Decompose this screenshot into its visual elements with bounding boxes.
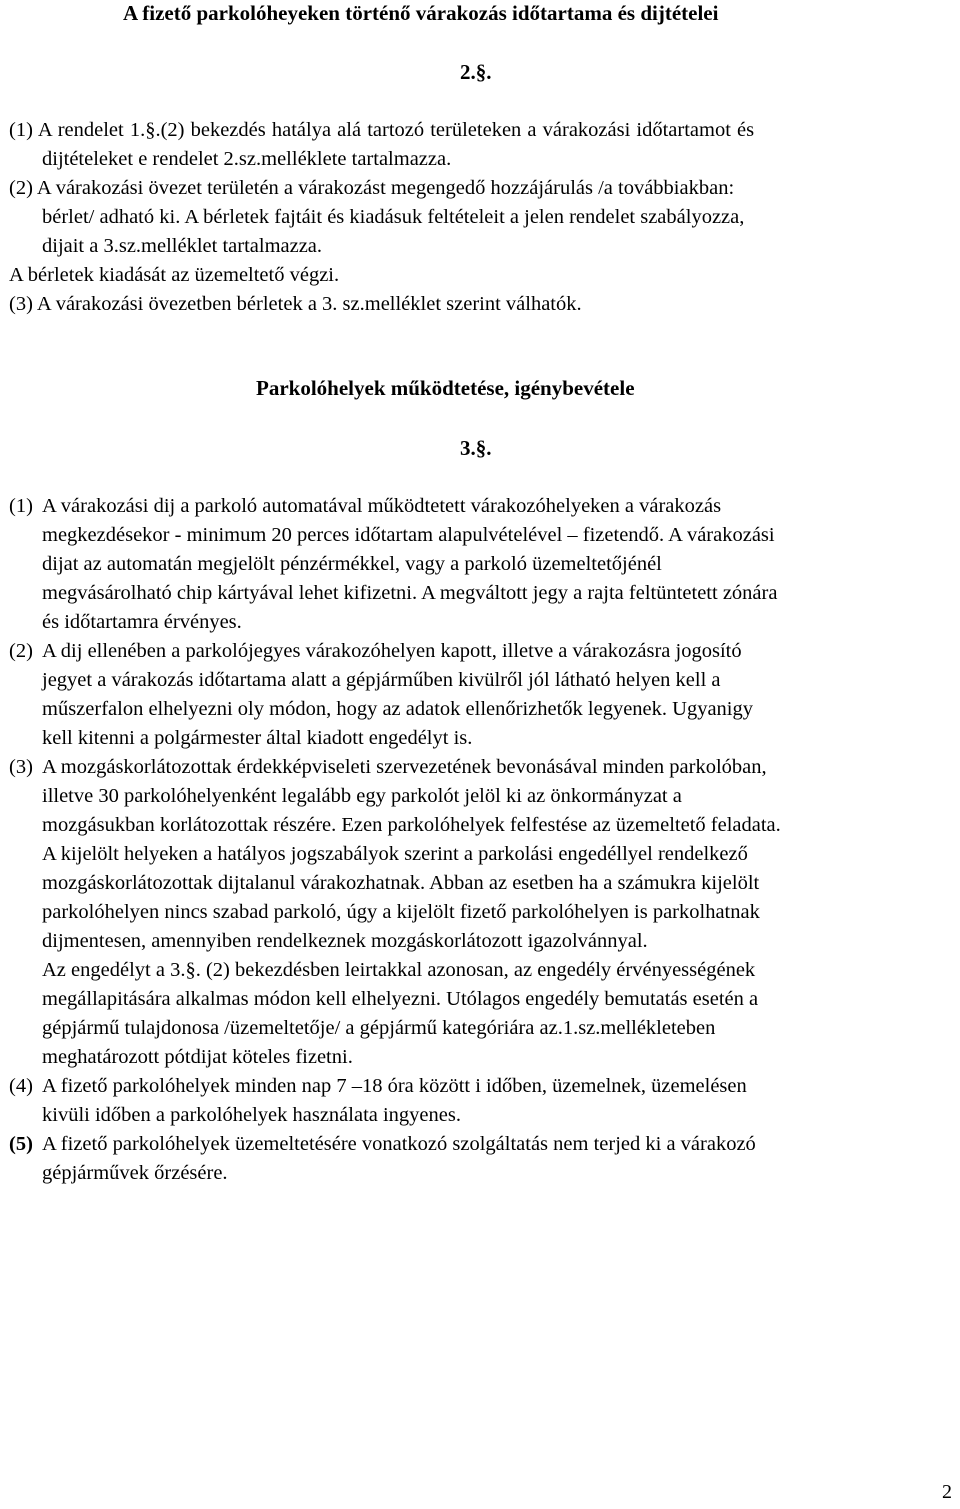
item-1-line-2: megkezdésekor - minimum 20 perces időtartam alapulvételével – fizetendő. A várakozási xyxy=(42,524,775,546)
item-4-line-1: A fizető parkolóhelyek minden nap 7 –18 óra között i időben, üzemelnek, üzemelésen xyxy=(42,1075,747,1097)
item-3-line-10: gépjármű tulajdonosa /üzemeltetője/ a gépjármű kategóriára az.1.sz.mellékleteben xyxy=(42,1017,716,1039)
item-3-line-2: illetve 30 parkolóhelyenként legalább egy parkolót jelöl ki az önkormányzat a xyxy=(42,785,682,807)
item-1-line-5: és időtartamra érvényes. xyxy=(42,611,242,633)
item-3-line-5: mozgáskorlátozottak dijtalanul várakozhatnak. Abban az esetben ha a számukra kijelölt xyxy=(42,872,760,894)
item-5-line-1: A fizető parkolóhelyek üzemeltetésére vonatkozó szolgáltatás nem terjed ki a várakozó xyxy=(42,1133,756,1155)
page-number: 2 xyxy=(942,1481,952,1503)
item-3-line-3: mozgásukban korlátozottak részére. Ezen parkolóhelyek felfestése az üzemeltető feladata. xyxy=(42,814,781,836)
item-4-number: (4) xyxy=(9,1075,33,1097)
section3-number: 3.§. xyxy=(460,436,492,460)
item-3-line-8: Az engedélyt a 3.§. (2) bekezdésben leirtakkal azonosan, az engedély érvényességének xyxy=(42,959,756,981)
item-1-number: (1) xyxy=(9,495,33,517)
section2-line-5: dijait a 3.sz.melléklet tartalmazza. xyxy=(42,235,323,257)
section2-line-4: bérlet/ adható ki. A bérletek fajtáit és kiadásuk feltételeit a jelen rendelet szabályozza, xyxy=(42,206,745,228)
item-3-line-1: A mozgáskorlátozottak érdekképviseleti szervezetének bevonásával minden parkolóban, xyxy=(42,756,767,778)
item-2-line-3: műszerfalon elhelyezni oly módon, hogy az adatok ellenőrizhetők legyenek. Ugyanigy xyxy=(42,698,754,720)
item-4-line-2: kivüli időben a parkolóhelyek használata ingyenes. xyxy=(42,1104,461,1126)
item-1-line-3: dijat az automatán megjelölt pénzérmékkel, vagy a parkoló üzemeltetőjénél xyxy=(42,553,662,575)
section2-line-6: A bérletek kiadását az üzemeltető végzi. xyxy=(9,264,340,286)
item-1-line-4: megvásárolható chip kártyával lehet kifizetni. A megváltott jegy a rajta feltüntetett zónára xyxy=(42,582,778,604)
item-3-line-11: meghatározott pótdijat köteles fizetni. xyxy=(42,1046,353,1068)
section2-line-3: (2) A várakozási övezet területén a várakozást megengedő hozzájárulás /a továbbiakban: xyxy=(9,177,735,199)
item-1-line-1: A várakozási dij a parkoló automatával működtetett várakozóhelyeken a várakozás xyxy=(42,495,722,517)
section2-title: A fizető parkolóheyeken történő várakozás időtartama és dijtételei xyxy=(123,1,719,25)
item-3-line-9: megállapitására alkalmas módon kell elhelyezni. Utólagos engedély bemutatás esetén a xyxy=(42,988,759,1010)
item-3-line-6: parkolóhelyen nincs szabad parkoló, úgy a kijelölt fizető parkolóhelyen is parkolhatnak xyxy=(42,901,760,923)
item-2-line-4: kell kitenni a polgármester által kiadott engedélyt is. xyxy=(42,727,473,749)
item-2-line-1: A dij ellenében a parkolójegyes várakozóhelyen kapott, illetve a várakozásra jogosító xyxy=(42,640,742,662)
item-3-line-7: dijmentesen, amennyiben rendelkeznek mozgáskorlátozott igazolvánnyal. xyxy=(42,930,648,952)
section2-number: 2.§. xyxy=(460,60,492,84)
item-3-line-4: A kijelölt helyeken a hatályos jogszabályok szerint a parkolási engedéllyel rendelkező xyxy=(42,843,748,865)
section2-line-7: (3) A várakozási övezetben bérletek a 3. sz.melléklet szerint válhatók. xyxy=(9,293,582,315)
section2-line-2: dijtételeket e rendelet 2.sz.melléklete tartalmazza. xyxy=(42,148,452,170)
item-5-number: (5) xyxy=(9,1133,33,1155)
item-3-number: (3) xyxy=(9,756,33,778)
item-2-line-2: jegyet a várakozás időtartama alatt a gépjárműben kivülről jól látható helyen kell a xyxy=(42,669,721,691)
section2-line-1: (1) A rendelet 1.§.(2) bekezdés hatálya alá tartozó területeken a várakozási időtartamot és xyxy=(9,119,755,141)
section3-title: Parkolóhelyek működtetése, igénybevétele xyxy=(256,376,635,400)
item-2-number: (2) xyxy=(9,640,33,662)
item-5-line-2: gépjárművek őrzésére. xyxy=(42,1162,228,1184)
